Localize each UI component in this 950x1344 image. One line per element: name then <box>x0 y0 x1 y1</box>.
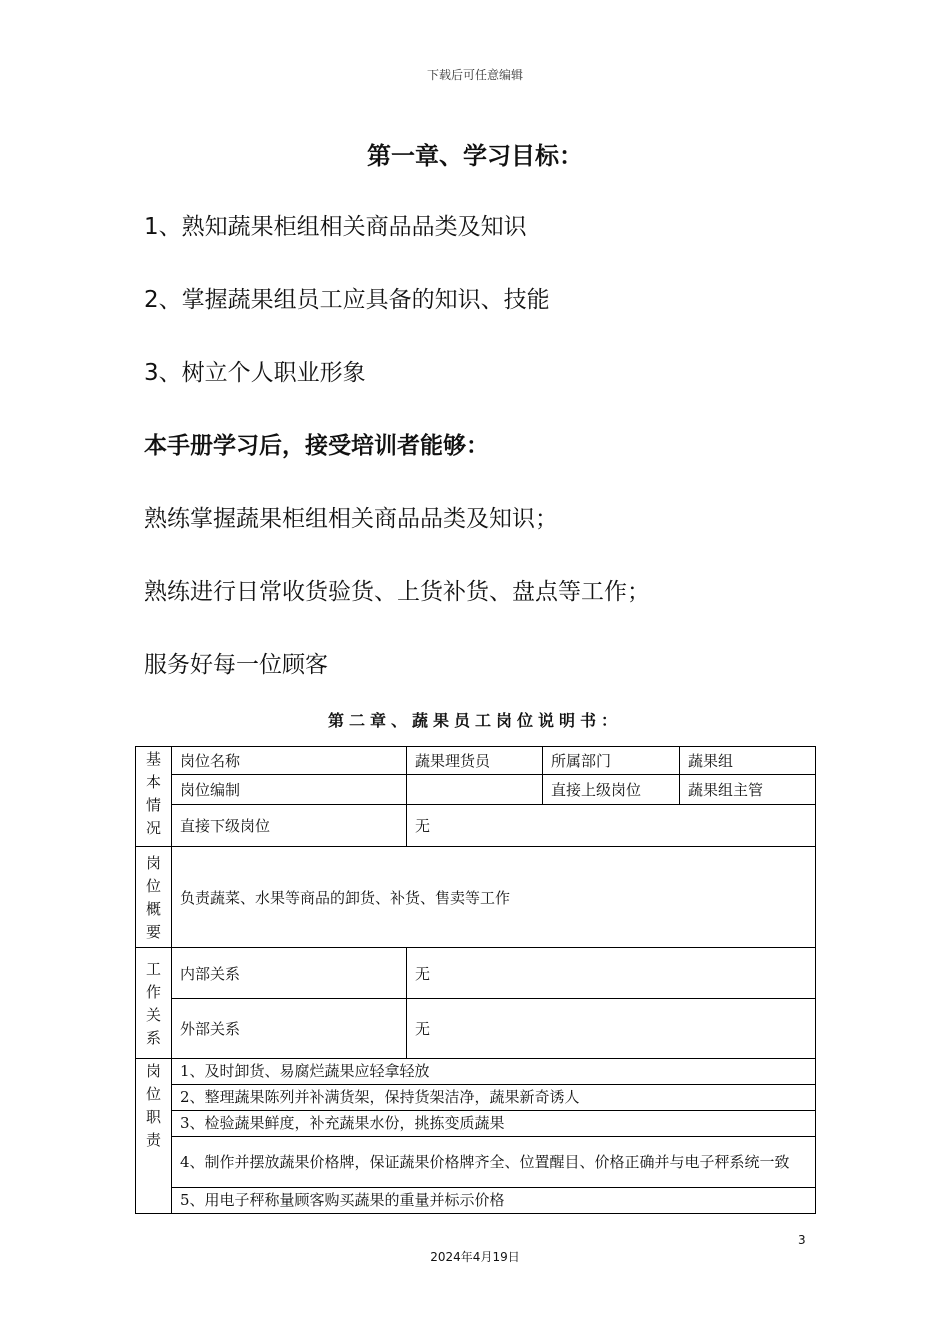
superior-label: 直接上级岗位 <box>543 775 680 805</box>
position-code-value <box>407 775 543 805</box>
chapter2-title: 第二章、蔬果员工岗位说明书： <box>327 711 622 730</box>
summary-category: 岗 位 概 要 <box>136 847 172 948</box>
position-name-value: 蔬果理货员 <box>407 747 543 775</box>
relations-category: 工 作 关 系 <box>136 948 172 1059</box>
chapter1-title: 第一章、学习目标： <box>367 142 583 170</box>
duties-category: 岗 位 职 责 <box>136 1059 172 1214</box>
basic-info-category: 基 本 情 况 <box>136 747 172 847</box>
ability-item: 熟练进行日常收货验货、上货补货、盘点等工作； <box>144 579 650 605</box>
duty-item: 1、及时卸货、易腐烂蔬果应轻拿轻放 <box>172 1059 816 1085</box>
duty-item: 2、整理蔬果陈列并补满货架，保持货架洁净，蔬果新奇诱人 <box>172 1085 816 1111</box>
external-relations-value: 无 <box>407 999 816 1059</box>
internal-relations-label: 内部关系 <box>172 948 407 999</box>
summary-text: 负责蔬菜、水果等商品的卸货、补货、售卖等工作 <box>172 847 816 948</box>
goal-item: 3、树立个人职业形象 <box>144 360 366 386</box>
position-name-label: 岗位名称 <box>172 747 407 775</box>
duty-item: 5、用电子秤称量顾客购买蔬果的重量并标示价格 <box>172 1188 816 1214</box>
subordinate-label: 直接下级岗位 <box>172 805 407 847</box>
page-header: 下载后可任意编辑 <box>426 68 523 82</box>
department-value: 蔬果组 <box>680 747 816 775</box>
ability-heading: 本手册学习后，接受培训者能够： <box>144 433 489 459</box>
ability-item: 服务好每一位顾客 <box>144 652 328 678</box>
goal-item: 2、掌握蔬果组员工应具备的知识、技能 <box>144 287 550 313</box>
external-relations-label: 外部关系 <box>172 999 407 1059</box>
job-description-table <box>135 746 816 1214</box>
internal-relations-value: 无 <box>407 948 816 999</box>
superior-value: 蔬果组主管 <box>680 775 816 805</box>
page-number: 3 <box>798 1233 806 1247</box>
duty-item: 3、检验蔬果鲜度，补充蔬果水份，挑拣变质蔬果 <box>172 1111 816 1137</box>
department-label: 所属部门 <box>543 747 680 775</box>
duty-item: 4、制作并摆放蔬果价格牌，保证蔬果价格牌齐全、位置醒目、价格正确并与电子秤系统一致 <box>172 1137 816 1188</box>
subordinate-value: 无 <box>407 805 816 847</box>
goal-item: 1、熟知蔬果柜组相关商品品类及知识 <box>144 214 527 240</box>
ability-item: 熟练掌握蔬果柜组相关商品品类及知识； <box>144 506 558 532</box>
footer-date: 2024年4月19日 <box>430 1250 520 1264</box>
position-code-label: 岗位编制 <box>172 775 407 805</box>
